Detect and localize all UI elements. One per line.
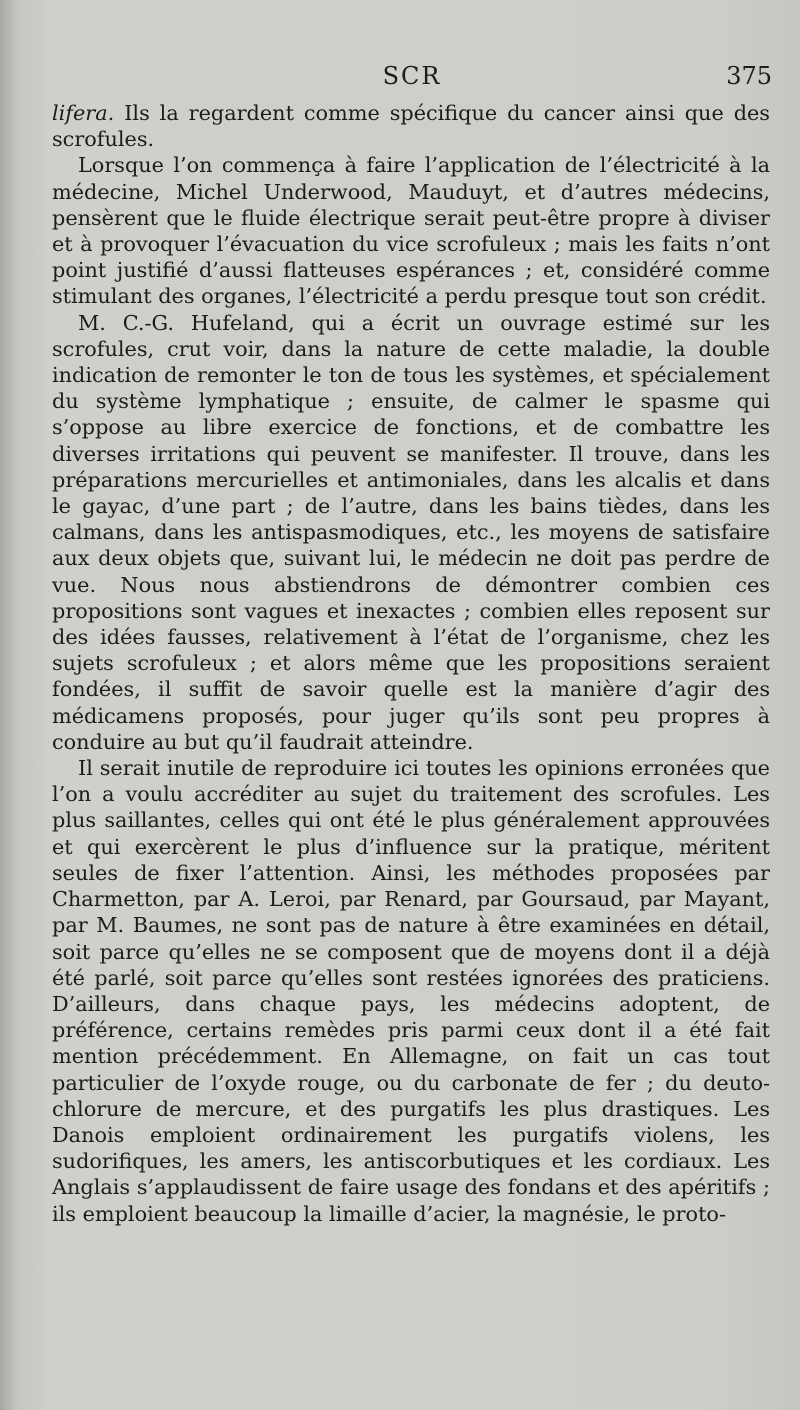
paragraph-4: Il serait inutile de reproduire ici toutes les opinions erronées que l’on a voulu accréditer au sujet du traitement des scrofules. Les plus saillantes, celles qui ont été le plus généralement approuvées et qui exercèrent le plus d’influence sur la pratique, méritent seules de fixer l’attention. Ainsi, les méthodes proposées par Charmetton, par A. Leroi, par Renard, par Goursaud, par Mayant, par M. Baumes, ne sont pas de nature à être examinées en détail, soit parce qu’elles ne se composent que de moyens dont il a déjà été parlé, soit parce qu’elles sont restées ignorées des praticiens. D’ailleurs, dans chaque pays, les médecins adoptent, de préférence, certains remèdes pris parmi ceux dont il a été fait mention précédemment. En Allemagne, on fait un cas tout particulier de l’oxyde rouge, ou du carbonate de fer ; du deuto-chlorure de mercure, et des purgatifs les plus drastiques. Les Danois emploient ordinairement les purgatifs violens, les sudorifiques, les amers, les antiscorbutiques et les cordiaux. Les Anglais s’applaudissent de faire usage des fondans et des apéritifs ; ils emploient beaucoup la limaille d’acier, la magnésie, le proto- xyxy=(52,756,770,1226)
paragraph-3: M. C.-G. Hufeland, qui a écrit un ouvrage estimé sur les scrofules, crut voir, dans la nature de cette maladie, la double indication de remonter le ton de tous les systèmes, et spécialement du système lymphatique ; ensuite, de calmer le spasme qui s’oppose au libre exercice de fonctions, et de combattre les diverses irritations qui peuvent se manifester. Il trouve, dans les préparations mercurielles et antimoniales, dans les alcalis et dans le gayac, d’une part ; de l’autre, dans les bains tièdes, dans les calmans, dans les antispasmodiques, etc., les moyens de satisfaire aux deux objets que, suivant lui, le médecin ne doit pas perdre de vue. Nous nous abstiendrons de démontrer combien ces propositions sont vagues et inexactes ; combien elles reposent sur des idées fausses, relativement à l’état de l’organisme, chez les sujets scrofuleux ; et alors même que les propositions seraient fondées, il suffit de savoir quelle est la manière d’agir des médicamens proposés, pour juger qu’ils sont peu propres à conduire au but qu’il faudrait atteindre. xyxy=(52,310,770,754)
running-head: SCR xyxy=(382,62,442,90)
paragraph-1-text: Ils la regardent comme spécifique du cancer ainsi que des scrofules. xyxy=(52,101,770,152)
page-number: 375 xyxy=(726,62,772,90)
body-text xyxy=(52,100,770,1227)
paragraph-1 xyxy=(52,100,770,152)
continued-word: lifera. xyxy=(52,101,115,125)
paragraph-2: Lorsque l’on commença à faire l’application de l’électricité à la médecine, Michel Underwood, Mauduyt, et d’autres médecins, pensèrent que le fluide électrique serait peut-être propre à diviser et à provoquer l’évacuation du vice scrofuleux ; mais les faits n’ont point justifié d’aussi flatteuses espérances ; et, considéré comme stimulant des organes, l’électricité a perdu presque tout son crédit. xyxy=(52,153,770,309)
page-header xyxy=(52,62,772,102)
